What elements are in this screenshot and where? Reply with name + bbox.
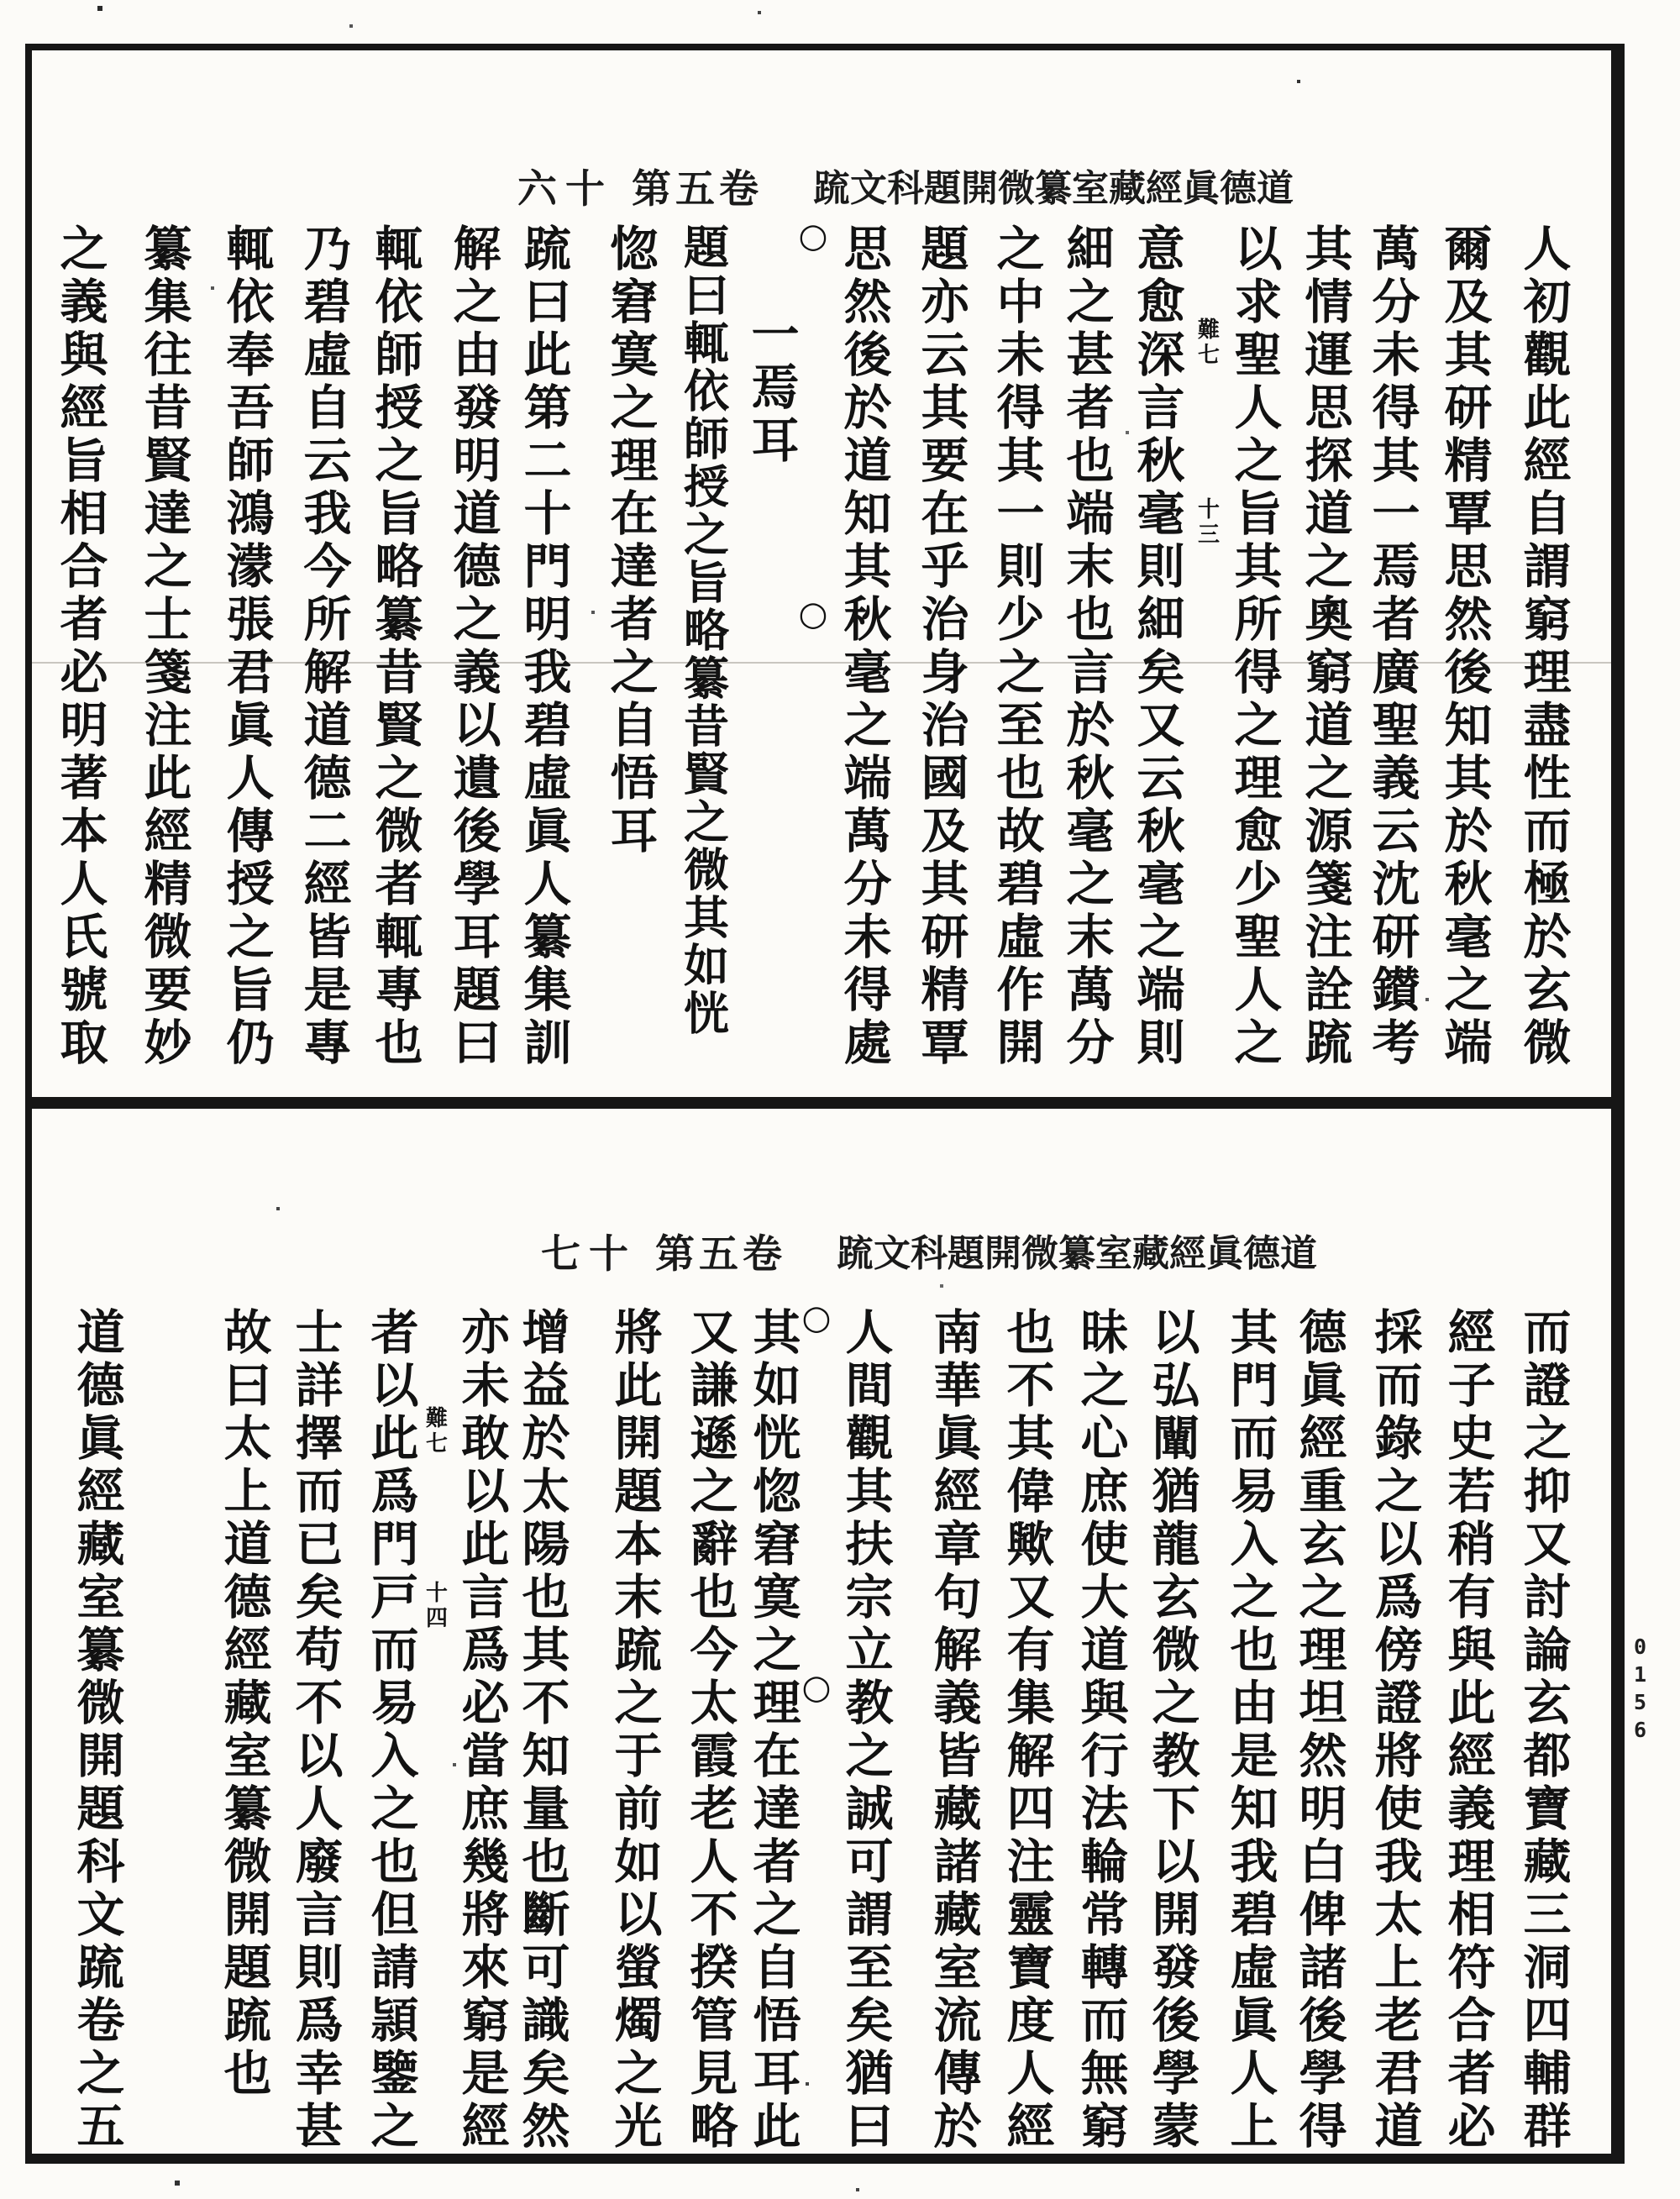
text-column <box>1144 1307 1200 2154</box>
column-text: 以求聖人之旨其所得之理愈少聖人之 <box>1226 223 1283 1070</box>
top-page-body <box>32 217 1611 1090</box>
column-text: 細之甚者也端末也言於秋毫之末萬分 <box>1058 223 1115 1070</box>
text-column <box>1367 1307 1423 2154</box>
text-column <box>836 223 891 1090</box>
text-column <box>745 1307 801 2154</box>
column-text: 採而錄之以爲傍證將使我太上老君道 <box>1367 1307 1423 2154</box>
column-text: 爾及其研精覃思然後知其於秋毫之端 <box>1436 223 1493 1070</box>
column-text: 意愈深言秋毫則細矣又云秋毫之端則 <box>1129 223 1185 1070</box>
column-text: 十四 <box>422 1581 448 1631</box>
folio-number: 七十 <box>541 1231 637 1278</box>
text-column <box>363 1307 419 2154</box>
text-column <box>1073 1307 1129 2154</box>
column-text: 䟽曰此第二十門明我碧虛眞人纂集訓 <box>516 223 572 1070</box>
column-text: 題亦云其要在乎治身治國及其研精覃 <box>913 223 969 1070</box>
frame-top-border <box>25 44 1625 50</box>
text-column <box>1364 223 1420 1090</box>
text-column <box>1515 223 1571 1090</box>
column-text: 難七 <box>422 1406 448 1456</box>
sheet-number: 0156 <box>1628 1635 1652 1745</box>
column-text: 其如恍惚窘寞之理在達者之自悟耳此 <box>745 1307 801 2154</box>
column-text: 士詳擇而已矣苟不以人廢言則爲幸甚 <box>287 1307 344 2154</box>
column-text: 而證之抑又討論玄都寶藏三洞四輔群 <box>1515 1307 1572 2154</box>
column-text: 將此開題本末䟽之于前如以螢燭之光 <box>606 1307 663 2154</box>
text-column <box>913 223 969 1090</box>
text-column <box>445 223 501 1090</box>
margin-note-column <box>421 1307 449 2149</box>
column-text: 惚窘寞之理在達者之自悟耳 <box>602 223 659 858</box>
column-text: 乃碧虛自云我今所解道德二經皆是專 <box>296 223 352 1070</box>
column-text: ○ <box>794 595 832 633</box>
column-text: 南華眞經章句解義皆藏諸藏室流傳於 <box>926 1307 982 2154</box>
top-page-header <box>517 158 1294 214</box>
text-column <box>216 1307 271 2149</box>
text-column <box>606 1307 663 2154</box>
text-column <box>1226 223 1282 1090</box>
text-column <box>136 223 192 1090</box>
page-divider-line <box>25 1097 1625 1109</box>
text-column <box>989 223 1044 1090</box>
text-column <box>367 223 423 1090</box>
text-column <box>1222 1307 1278 2154</box>
column-text: 題曰輒依師授之旨略纂昔賢之微其如恍 <box>676 223 731 1037</box>
column-text: 之中未得其一則少之至也故碧虛作開 <box>989 223 1045 1070</box>
column-text: 經子史若稍有與此經義理相符合者必 <box>1440 1307 1496 2154</box>
column-text: 萬分未得其一焉者廣聖義云沈研鑚考 <box>1364 223 1420 1070</box>
text-column <box>296 223 351 1090</box>
text-column <box>52 223 108 1090</box>
column-text: ○ <box>794 217 832 255</box>
column-text: 也不其偉歟又有集解四注靈寶度人經 <box>999 1307 1055 2154</box>
column-text: 又謙遜之辭也今太霞老人不揆管見略 <box>682 1307 738 2154</box>
text-column <box>743 223 799 1090</box>
volume-label: 第五卷 <box>655 1231 786 1278</box>
text-column <box>287 1307 344 2154</box>
bottom-page-body <box>32 1299 1611 2154</box>
column-text: 者以此爲門戸而易入之也但請頴鑒之 <box>363 1307 419 2154</box>
text-column <box>1515 1307 1572 2154</box>
column-text: 其門而易入之也由是知我碧虛眞人上 <box>1222 1307 1278 2154</box>
column-text: 人初觀此經自謂窮理盡性而極於玄微 <box>1515 223 1572 1070</box>
running-title: 䟽文科題開微纂室藏經眞德道 <box>837 1232 1317 1275</box>
column-text: 其情運思探道之奧窮道之源箋注詮䟽 <box>1297 223 1353 1070</box>
column-text: ○ <box>797 1299 836 1337</box>
text-column <box>1440 1307 1496 2154</box>
text-column <box>1129 223 1184 1090</box>
text-column <box>516 223 571 1090</box>
text-column <box>682 1307 738 2154</box>
column-text: 道德眞經藏室纂微開題科文䟽卷之五 <box>69 1307 125 2154</box>
running-title: 䟽文科題開微纂室藏經眞德道 <box>813 167 1294 210</box>
bottom-page-header <box>541 1223 1317 1279</box>
column-text: 亦未敢以此言爲必當庶幾將來窮是經 <box>454 1307 510 2154</box>
volume-label: 第五卷 <box>632 166 763 213</box>
text-column <box>218 223 274 1090</box>
column-text: 德眞經重玄之理坦然明白俾諸後學得 <box>1291 1307 1347 2154</box>
folio-number: 六十 <box>517 166 613 213</box>
column-text: 十三 <box>1194 497 1220 548</box>
text-column <box>454 1307 510 2154</box>
column-text: 以弘闡猶龍玄微之教下以開發後學蒙 <box>1144 1307 1200 2154</box>
text-column <box>602 223 658 1090</box>
scan-noise <box>0 0 2 2</box>
text-column <box>999 1307 1055 2154</box>
column-text: 解之由發明道德之義以遺後學耳題曰 <box>445 223 501 1070</box>
quote-column <box>676 223 732 1090</box>
column-text: 難七 <box>1194 318 1220 368</box>
text-column <box>837 1307 894 2154</box>
column-text: 昧之心庶使大道與行法輪常轉而無窮 <box>1073 1307 1129 2154</box>
column-text: 纂集往昔賢達之士箋注此經精微要妙 <box>136 223 192 1070</box>
text-column <box>1291 1307 1347 2154</box>
column-text: ○ <box>797 1668 836 1707</box>
column-text: 故曰太上道德經藏室纂微開題䟽也 <box>216 1307 272 2101</box>
column-text: 人間觀其扶宗立教之誠可謂至矣猶曰 <box>837 1307 894 2154</box>
column-text: 之義與經旨相合者必明著本人氏號取 <box>52 223 108 1070</box>
text-column <box>1058 223 1114 1090</box>
text-column <box>1436 223 1492 1090</box>
column-text: 增益於太陽也其不知量也斷可識矣然 <box>514 1307 570 2154</box>
column-text: 輒依師授之旨略纂昔賢之微者輒專也 <box>367 223 423 1070</box>
text-column <box>926 1307 982 2154</box>
text-column <box>69 1307 125 2154</box>
margin-note-column <box>1193 223 1221 1090</box>
text-column <box>514 1307 570 2154</box>
column-text: 輒依奉吾師鴻濛張君眞人傳授之旨仍 <box>218 223 275 1070</box>
column-text: 思然後於道知其秋毫之端萬分未得處 <box>836 223 892 1070</box>
text-column <box>1297 223 1352 1090</box>
frame-bottom-border <box>25 2154 1625 2164</box>
column-text: 一焉耳 <box>743 309 800 468</box>
